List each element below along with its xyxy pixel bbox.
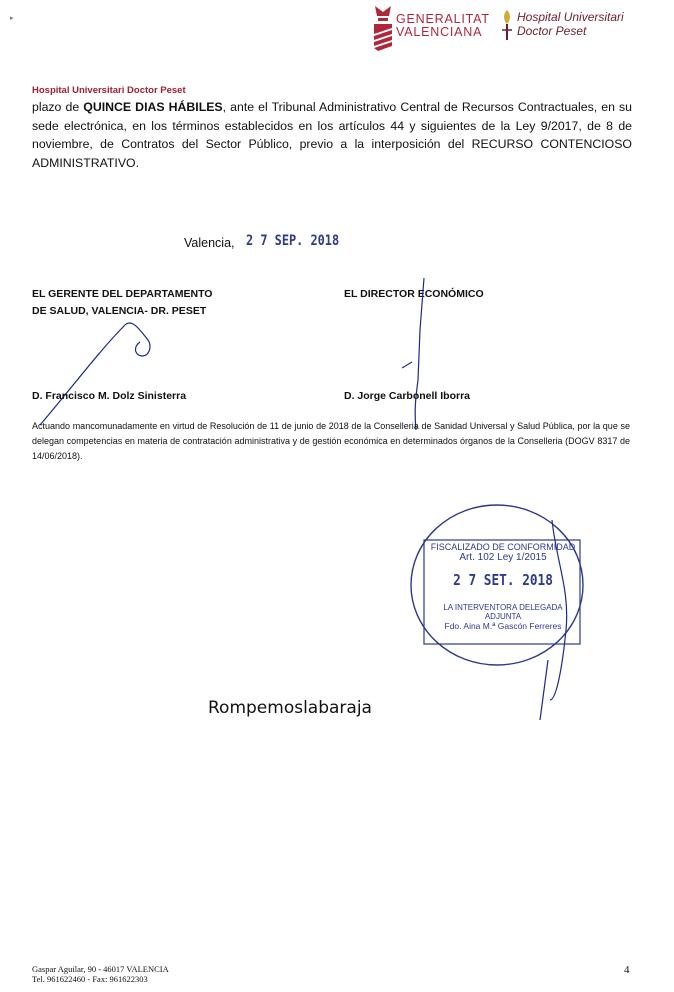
hospital-logo-line2: Doctor Peset — [517, 24, 587, 38]
hospital-logo-line1: Hospital Universitari — [517, 10, 624, 24]
right-signatory-title: EL DIRECTOR ECONÓMICO — [344, 288, 484, 300]
left-signatory-title-line1: EL GERENTE DEL DEPARTAMENTO — [32, 288, 213, 300]
body-text-part1: plazo de — [32, 100, 84, 114]
date-place: Valencia, — [184, 236, 235, 250]
page-number: 4 — [624, 964, 630, 976]
footer-phone: Tel. 961622460 - Fax: 961622303 — [32, 974, 148, 984]
right-signature-icon — [415, 278, 424, 430]
generalitat-line2: VALENCIANA — [396, 25, 483, 39]
stamp-line1: FISCALIZADO DE CONFORMIDAD — [430, 542, 576, 552]
watermark-text: Rompemoslabaraja — [208, 698, 372, 718]
stamp-line3: LA INTERVENTORA DELEGADA ADJUNTA — [443, 603, 563, 621]
right-signatory-name: D. Jorge Carbonell Iborra — [344, 390, 471, 402]
stamp-line2: Art. 102 Ley 1/2015 — [459, 552, 547, 563]
stamp-line4: Fdo. Aina M.ª Gascón Ferreres — [444, 621, 562, 631]
left-signatory-title-line2: DE SALUD, VALENCIA- DR. PESET — [32, 305, 207, 317]
left-signature-icon — [40, 323, 150, 425]
resolution-note: Actuando mancomunadamente en virtud de Resolución de 11 de junio de 2018 de la Conselleria de Sanidad Universal y Salud Pública, por la que se delegan competencias en materia de contratación administrativa y de gestión económica en determinados órganos de la Conselleria (DOGV 8317 de 14/06/2018). — [32, 421, 630, 461]
body-text-bold: QUINCE DIAS HÁBILES — [83, 100, 223, 114]
left-signatory-name: D. Francisco M. Dolz Sinisterra — [32, 390, 187, 402]
body-text-part2: , ante el Tribunal Administrativo Central de Recursos Contractuales, en su sede electrónica, en los términos establecidos en los artículos 44 y siguientes de la Ley 9/2017, de 8 de noviembre, de Contratos del Sector Público, previo a la interposición del RECURSO CONTENCIOSO ADMINISTRATIVO. — [32, 100, 632, 170]
hospital-name: Hospital Universitari Doctor Peset — [32, 85, 186, 96]
date-stamp: 2 7 SEP. 2018 — [246, 233, 340, 249]
corner-mark: ▸ — [10, 15, 14, 22]
generalitat-line1: GENERALITAT — [396, 12, 490, 26]
stamp-date: 2 7 SET. 2018 — [453, 571, 553, 589]
footer-address: Gaspar Aguilar, 90 - 46017 VALENCIA — [32, 964, 169, 974]
